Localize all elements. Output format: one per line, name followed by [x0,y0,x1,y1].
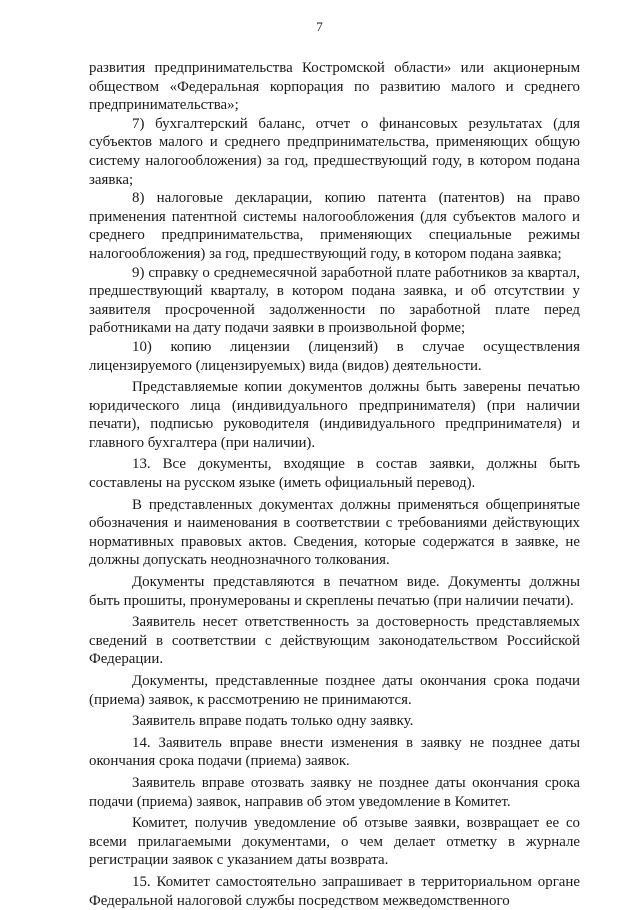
paragraph-section-15: 15. Комитет самостоятельно запрашивает в территориальном органе Федеральной налоговой службы посредством межведомственного [89,873,580,909]
paragraph-responsibility: Заявитель несет ответственность за достоверность представляемых сведений в соответствии с действующим законодательством Российской Федерации. [89,614,580,668]
paragraph-item-9: 9) справку о среднемесячной заработной плате работников за квартал, предшествующий кварталу, в котором подана заявка, и об отсутствии у заявителя просроченной задолженности по заработной плате перед работниками на дату подачи заявки в произвольной форме; [89,264,580,337]
paragraph-item-8: 8) налоговые декларации, копию патента (патентов) на право применения патентной системы налогообложения (для субъектов малого и среднего предпринимательства, применяющих специальные режимы налогообложения) за год, предшествующий году, в котором подана заявка; [89,190,580,262]
paragraph-printed-form: Документы представляются в печатном виде. Документы должны быть прошиты, пронумерованы и скреплены печатью (при наличии печати). [89,574,580,609]
paragraph-late-documents: Документы, представленные позднее даты окончания срока подачи (приема) заявок, к рассмотрению не принимаются. [89,673,580,708]
document-body [89,59,580,910]
page-number: 7 [316,19,323,34]
paragraph-withdrawal: Заявитель вправе отозвать заявку не позднее даты окончания срока подачи (приема) заявок, направив об этом уведомление в Комитет. [89,774,580,810]
paragraph-item-10: 10) копию лицензии (лицензий) в случае осуществления лицензируемого (лицензируемых) вида (видов) деятельности. [89,338,580,374]
paragraph-section-13: 13. Все документы, входящие в состав заявки, должны быть составлены на русском языке (иметь официальный перевод). [89,456,580,492]
paragraph-continuation: развития предпринимательства Костромской области» или акционерным обществом «Федеральная корпорация по развитию малого и среднего предпринимательства»; [89,60,580,114]
paragraph-section-14: 14. Заявитель вправе внести изменения в заявку не позднее даты окончания срока подачи (приема) заявок. [89,734,580,770]
paragraph-copies-certification: Представляемые копии документов должны быть заверены печатью юридического лица (индивидуального предпринимателя) (при наличии печати), подписью руководителя (индивидуального предпринимателя) и главного бухгалтера (при наличии). [89,379,580,451]
paragraph-return: Комитет, получив уведомление об отзыве заявки, возвращает ее со всеми прилагаемыми документами, о чем делает отметку в журнале регистрации заявок с указанием даты возврата. [89,815,580,869]
paragraph-terminology: В представленных документах должны применяться общепринятые обозначения и наименования в соответствии с требованиями действующих нормативных правовых актов. Сведения, которые содержатся в заявке, не должны допускать неоднозначного толкования. [89,496,580,569]
paragraph-one-application: Заявитель вправе подать только одну заявку. [132,713,414,730]
paragraph-item-7: 7) бухгалтерский баланс, отчет о финансовых результатах (для субъектов малого и среднего предпринимательства, применяющих общую систему налогообложения) за год, предшествующий году, в котором подана заявка; [89,115,580,188]
